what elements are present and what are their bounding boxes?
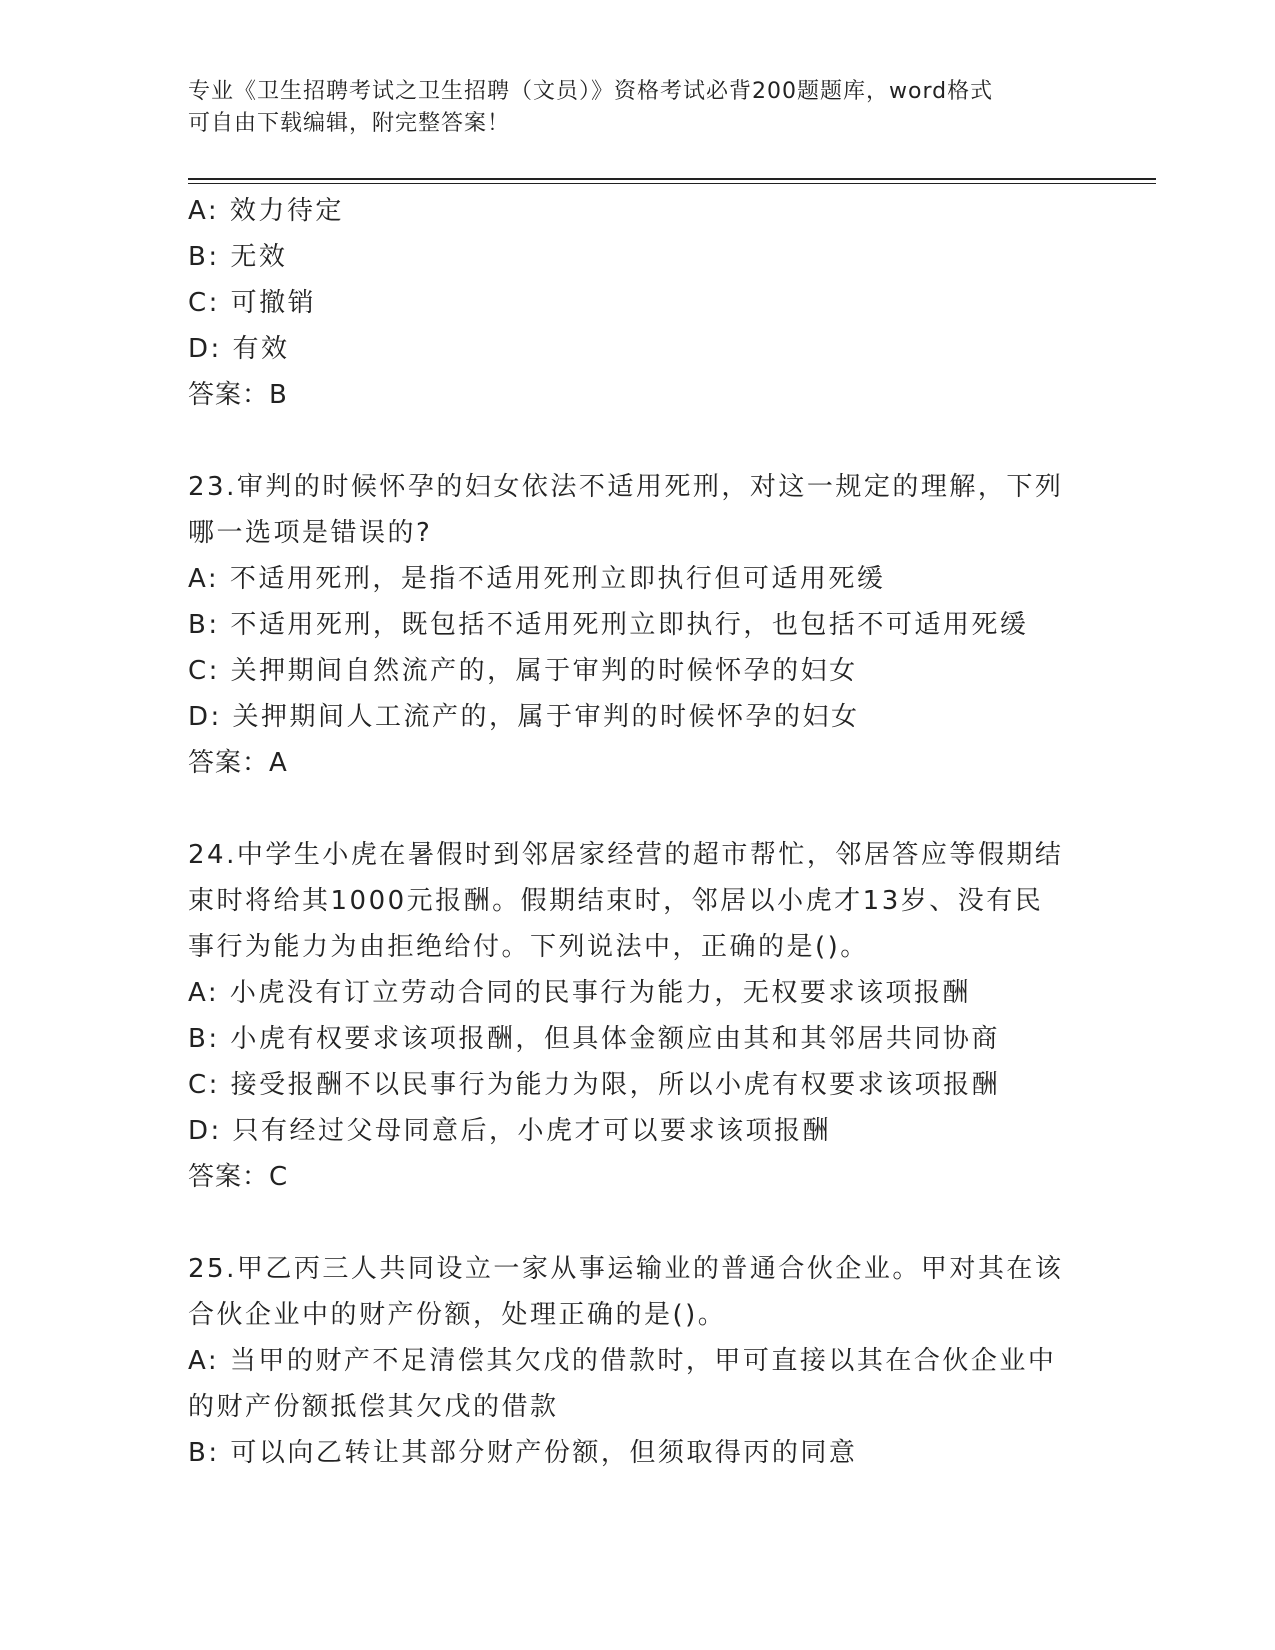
question-stem-line: 24.中学生小虎在暑假时到邻居家经营的超市帮忙，邻居答应等假期结 — [188, 840, 1064, 870]
question-22-continued — [188, 188, 1088, 418]
option-b: B: 可以向乙转让其部分财产份额，但须取得丙的同意 — [188, 1438, 858, 1468]
question-24 — [188, 832, 1088, 1200]
question-stem-line: 束时将给其1000元报酬。假期结束时，邻居以小虎才13岁、没有民 — [188, 886, 1044, 916]
option-b: B: 无效 — [188, 242, 288, 272]
spacer — [188, 1200, 1088, 1246]
header-divider-thin — [188, 183, 1156, 184]
option-a-continued: 的财产份额抵偿其欠戊的借款 — [188, 1392, 559, 1422]
spacer — [188, 418, 1088, 464]
question-stem-line: 合伙企业中的财产份额，处理正确的是()。 — [188, 1300, 727, 1330]
option-c: C: 可撤销 — [188, 288, 317, 318]
question-stem-line: 哪一选项是错误的? — [188, 518, 433, 548]
option-d: D: 关押期间人工流产的，属于审判的时候怀孕的妇女 — [188, 702, 860, 732]
answer-line: 答案：C — [188, 1162, 289, 1192]
option-c: C: 接受报酬不以民事行为能力为限，所以小虎有权要求该项报酬 — [188, 1070, 1001, 1100]
option-a: A: 小虎没有订立劳动合同的民事行为能力，无权要求该项报酬 — [188, 978, 971, 1008]
option-b: B: 小虎有权要求该项报酬，但具体金额应由其和其邻居共同协商 — [188, 1024, 1000, 1054]
option-d: D: 只有经过父母同意后，小虎才可以要求该项报酬 — [188, 1116, 832, 1146]
spacer — [188, 786, 1088, 832]
question-stem-line: 23.审判的时候怀孕的妇女依法不适用死刑，对这一规定的理解，下列 — [188, 472, 1064, 502]
question-23 — [188, 464, 1088, 786]
option-a: A: 不适用死刑，是指不适用死刑立即执行但可适用死缓 — [188, 564, 886, 594]
option-a: A: 效力待定 — [188, 196, 344, 226]
question-stem-line: 25.甲乙丙三人共同设立一家从事运输业的普通合伙企业。甲对其在该 — [188, 1254, 1064, 1284]
question-stem-line: 事行为能力为由拒绝给付。下列说法中，正确的是()。 — [188, 932, 869, 962]
option-a: A: 当甲的财产不足清偿其欠戊的借款时，甲可直接以其在合伙企业中 — [188, 1346, 1057, 1376]
option-c: C: 关押期间自然流产的，属于审判的时候怀孕的妇女 — [188, 656, 858, 686]
header-line-1: 专业《卫生招聘考试之卫生招聘（文员）》资格考试必背200题题库，word格式 — [188, 79, 994, 104]
page-header — [188, 76, 1068, 140]
option-d: D: 有效 — [188, 334, 290, 364]
answer-line: 答案：A — [188, 748, 288, 778]
option-b: B: 不适用死刑，既包括不适用死刑立即执行，也包括不可适用死缓 — [188, 610, 1029, 640]
question-25 — [188, 1246, 1088, 1476]
header-divider-thick — [188, 178, 1156, 180]
header-line-2: 可自由下载编辑，附完整答案！ — [188, 111, 511, 136]
answer-line: 答案：B — [188, 380, 288, 410]
question-list — [188, 188, 1088, 1476]
